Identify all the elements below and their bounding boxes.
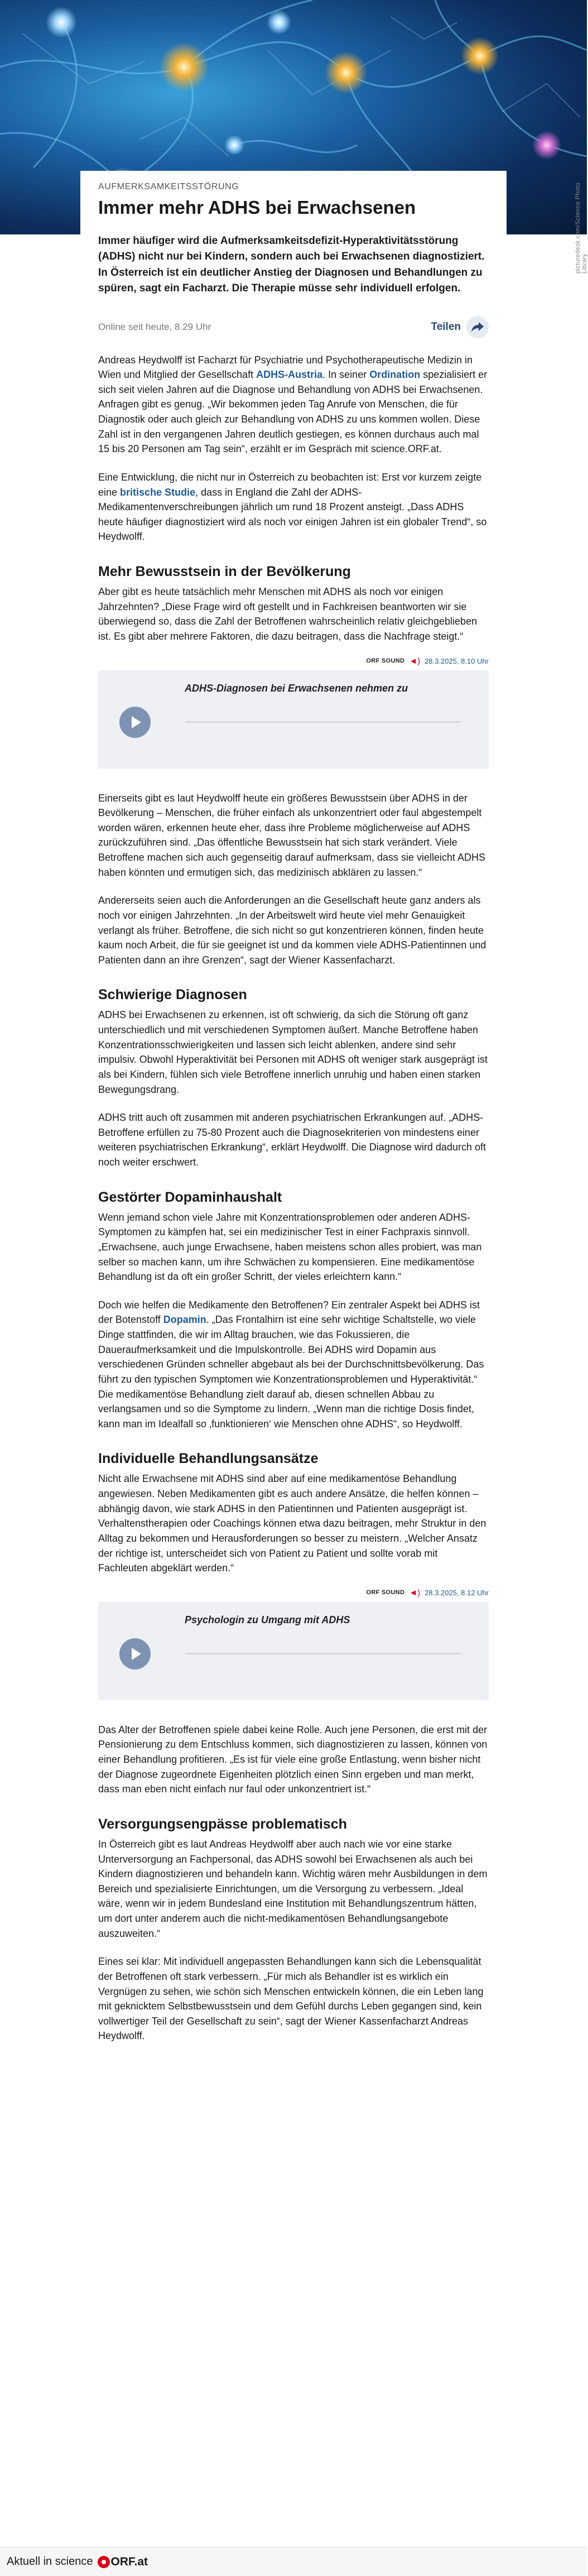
audio-box: [98, 670, 489, 769]
audio-date: 28.3.2025, 8.12 Uhr: [425, 1588, 489, 1597]
play-icon: [132, 1648, 141, 1660]
link-dopamin[interactable]: Dopamin: [163, 1314, 206, 1326]
paragraph: Aber gibt es heute tatsächlich mehr Menschen mit ADHS als noch vor einigen Jahrzehnten? „Diese Frage wird oft gestellt und in Fachkreisen beantworten wir sie überwiegend so, dass die Zahl der Betroffenen wahrscheinlich relativ gleichgeblieben ist. Es gibt aber mehrere Faktoren, die dazu beitragen, dass die Nachfrage steigt.“: [98, 586, 478, 642]
link-ordination[interactable]: Ordination: [369, 369, 421, 381]
audio-source: ORF SOUND: [366, 658, 405, 665]
link-britische-studie[interactable]: britische Studie: [120, 486, 196, 498]
paragraph: Andererseits seien auch die Anforderungen an die Gesellschaft heute ganz anders als noch vor einigen Jahrzehnten. „In der Arbeitswelt wird heute viel mehr Genauigkeit verlangt als früher. Betroffene, die sich nicht so gut konzentrieren können, finden heute kaum noch Arbeit, die für sie geeignet ist und da kommen viele ADHS-Patientinnen und Patienten dann an ihre Grenzen“, sagt der Wiener Kassenfacharzt.: [98, 895, 486, 966]
footer-bar[interactable]: [0, 2547, 587, 2576]
audio-title: Psychologin zu Umgang mit ADHS: [185, 1614, 350, 1625]
paragraph: In Österreich gibt es laut Andreas Heydwolff aber auch nach wie vor eine starke Unterversorgung an Fachpersonal, das ADHS sowohl bei Erwachsenen als auch bei Kindern diagnostizieren und behandeln kann. Wichtig wären mehr Ausbildungen in dem Bereich und spezialisierte Einrichtungen, um die Versorgung zu verbessern. „Ideal wäre, wenn wir in jedem Bundesland eine Institution mit Behandlungszentrum hätten, um dort unter anderem auch die nicht-medikamentösen Behandlungsangebote auszuweiten.“: [98, 1838, 488, 1939]
article-body: [98, 353, 489, 2044]
share-label: Teilen: [431, 320, 461, 333]
paragraph: Nicht alle Erwachsene mit ADHS sind aber auf eine medikamentöse Behandlung angewiesen. Neben Medikamenten gibt es auch andere Ansätze, die helfen können – abhängig davon, wie stark ADHS in den Patientinnen und Patienten ausgeprägt ist. Verhaltenstherapien oder Coachings können etwa dazu beitragen, mehr Struktur in den Alltag zu bekommen und Herausforderungen so besser zu meistern. „Welcher Ansatz der richtige ist, unterscheidet sich von Patient zu Patient und sollte vorab mit Fachleuten abgeklärt werden.“: [98, 1473, 486, 1574]
audio-source: ORF SOUND: [366, 1589, 405, 1596]
article-lead: Immer häufiger wird die Aufmerksamkeitsdefizit-Hyperaktivitätsstörung (ADHS) nicht nur bei Kindern, sondern auch bei Erwachsenen diagnostiziert. In Österreich ist ein deutlicher Anstieg der Diagnosen und Behandlungen zu spüren, sagt ein Facharzt. Die Therapie müsse sehr individuell erfolgen.: [98, 234, 485, 295]
paragraph: Eine Entwicklung, die nicht nur in Österreich zu beobachten ist: Erst vor kurzem zeigte eine britische Studie, dass in England die Zahl der ADHS-Medikamentenverschreibungen jährlich um rund 18 Prozent ansteigt. „Dass ADHS heute häufiger diagnostiziert wird als noch vor einigen Jahren ist ein globaler Trend“, so Heydwolff.: [98, 471, 487, 543]
paragraph: ADHS tritt auch oft zusammen mit anderen psychiatrischen Erkrankungen auf. „ADHS-Betroffene erfüllen zu 75-80 Prozent auch die Diagnosekriterien von mindestens einer weiteren psychiatrischen Erkrankung“, erklärt Heydwolff. Die Diagnose wird dadurch oft noch weiter erschwert.: [98, 1112, 486, 1168]
publish-date: Online seit heute, 8.29 Uhr: [98, 321, 211, 332]
audio-meta: [98, 656, 489, 666]
play-button[interactable]: [119, 1638, 151, 1670]
audio-progress-bar[interactable]: [185, 721, 461, 723]
speaker-icon: ◄): [409, 656, 421, 666]
section-heading: Schwierige Diagnosen: [98, 987, 247, 1003]
paragraph: Doch wie helfen die Medikamente den Betroffenen? Ein zentraler Aspekt bei ADHS ist der Botenstoff Dopamin. „Das Frontalhirn ist eine sehr wichtige Schaltstelle, wo viele Dinge stattfinden, die wir im Alltag brauchen, wie das Fokussieren, die Daueraufmerksamkeit und die Impulskontrolle. Bei ADHS wird Dopamin aus verschiedenen Gründen schneller abgebaut als bei der Durchschnittsbevölkerung. Das führt zu den typischen Symptomen wie Konzentrationsproblemen und Hyperaktivität.“ Die medikamentöse Behandlung zielt darauf ab, diesen schnellen Abbau zu verlangsamen und so die Symptome zu lindern. „Wenn man die richtige Dosis findet, kann man im Idealfall so ‚funktionieren‘ wie Menschen ohne ADHS“, so Heydwolff.: [98, 1299, 484, 1429]
paragraph: Eines sei klar: Mit individuell angepassten Behandlungen kann sich die Lebensqualität der Betroffenen oft stark verbessern. „Für mich als Behandler ist es wirklich ein Vergnügen zu sehen, wie schön sich Menschen entwickeln können, die ein Leben lang mit geknicktem Selbstbewusstsein und dem Gefühl durchs Leben gegangen sind, kein vollwertiger Teil der Gesellschaft zu sein“, sagt der Wiener Kassenfacharzt Andreas Heydwolff.: [98, 1956, 484, 2042]
audio-player: [98, 1588, 489, 1700]
share-arrow-icon: [466, 316, 489, 338]
article: [80, 171, 507, 2043]
paragraph: Das Alter der Betroffenen spiele dabei keine Rolle. Auch jene Personen, die erst mit der Pensionierung zu dem Entschluss kommen, sich diagnostizieren zu lassen, können von einer Behandlung profitieren. „Es ist für viele eine große Entlastung, wenn bisher nicht der Diagnose zugeordnete Eigenheiten plötzlich einen Sinn ergeben und man merkt, dass man eben nicht einfach nur faul oder unkonzentriert ist.“: [98, 1724, 488, 1795]
paragraph: Wenn jemand schon viele Jahre mit Konzentrationsproblemen oder anderen ADHS-Symptomen zu kämpfen hat, sei ein medizinischer Test in einer Fachpraxis sinnvoll. „Erwachsene, auch junge Erwachsene, haben meistens schon alles probiert, was man selber so machen kann, um ihre Schwächen zu kompensieren. Eine medikamentöse Behandlung ist da oft ein großer Schritt, der vieles erleichtern kann.“: [98, 1211, 482, 1283]
orf-logo[interactable]: [98, 2555, 148, 2569]
audio-date: 28.3.2025, 8.10 Uhr: [425, 656, 489, 665]
share-button[interactable]: [431, 316, 489, 338]
footer-label: Aktuell in science: [7, 2555, 93, 2568]
play-button[interactable]: [119, 707, 151, 738]
speaker-icon: ◄): [409, 1587, 421, 1598]
article-title: Immer mehr ADHS bei Erwachsenen: [98, 197, 416, 218]
orf-eye-icon: [98, 2556, 110, 2568]
audio-progress-bar[interactable]: [185, 1653, 461, 1654]
audio-box: [98, 1602, 489, 1700]
audio-title: ADHS-Diagnosen bei Erwachsenen nehmen zu: [185, 682, 408, 694]
section-heading: Gestörter Dopaminhaushalt: [98, 1189, 282, 1205]
section-heading: Individuelle Behandlungsansätze: [98, 1451, 319, 1467]
play-icon: [132, 716, 141, 728]
orf-brand: ORF.at: [110, 2555, 148, 2568]
article-meta: [98, 316, 489, 338]
section-heading: Versorgungsengpässe problematisch: [98, 1816, 347, 1832]
audio-meta: [98, 1588, 489, 1598]
article-kicker: AUFMERKSAMKEITSSTÖRUNG: [98, 182, 239, 191]
audio-player: [98, 656, 489, 769]
link-adhs-austria[interactable]: ADHS-Austria: [256, 369, 323, 381]
photo-credit: picturedesk.com/Science Photo Library: [575, 183, 588, 274]
paragraph: ADHS bei Erwachsenen zu erkennen, ist oft schwierig, da sich die Störung oft ganz unterschiedlich und mit verschiedenen Symptomen äußert. Manche Betroffene haben Konzentrationsschwierigkeiten und lassen sich leicht ablenken, andere sind sehr impulsiv. Obwohl Hyperaktivität bei Personen mit ADHS oft weniger stark ausgeprägt ist als bei Kindern, fühlen sich viele Betroffene innerlich unruhig und haben einen starken Bewegungsdrang.: [98, 1009, 488, 1095]
paragraph: Andreas Heydwolff ist Facharzt für Psychiatrie und Psychotherapeutische Medizin in Wien und Mitglied der Gesellschaft ADHS-Austria. In seiner Ordination spezialisiert er sich seit vielen Jahren auf die Diagnose und Behandlung von ADHS bei Erwachsenen. Anfragen gibt es genug. „Wir bekommen jeden Tag Anrufe von Menschen, die für Diagnostik oder auch gleich zur Behandlung von ADHS zu uns kommen wollen. Diese Zahl ist in den vergangenen Jahren deutlich gestiegen, es können durchaus auch mal 15 bis 20 Personen am Tag sein“, erzählt er im Gespräch mit science.ORF.at.: [98, 354, 488, 455]
paragraph: Einerseits gibt es laut Heydwolff heute ein größeres Bewusstsein über ADHS in der Bevölkerung – Menschen, die früher einfach als unkonzentriert oder faul abgestempelt worden wären, erkennen heute eher, dass ihre Probleme möglicherweise auf ADHS zurückzuführen sind. „Das öffentliche Bewusstsein hat sich stark verändert. Viele Betroffene machen sich auch gegenseitig darauf aufmerksam, dass sie vielleicht ADHS haben könnten und ermutigen sich, das medizinisch abklären zu lassen.“: [98, 792, 486, 878]
section-heading: Mehr Bewusstsein in der Bevölkerung: [98, 564, 351, 580]
